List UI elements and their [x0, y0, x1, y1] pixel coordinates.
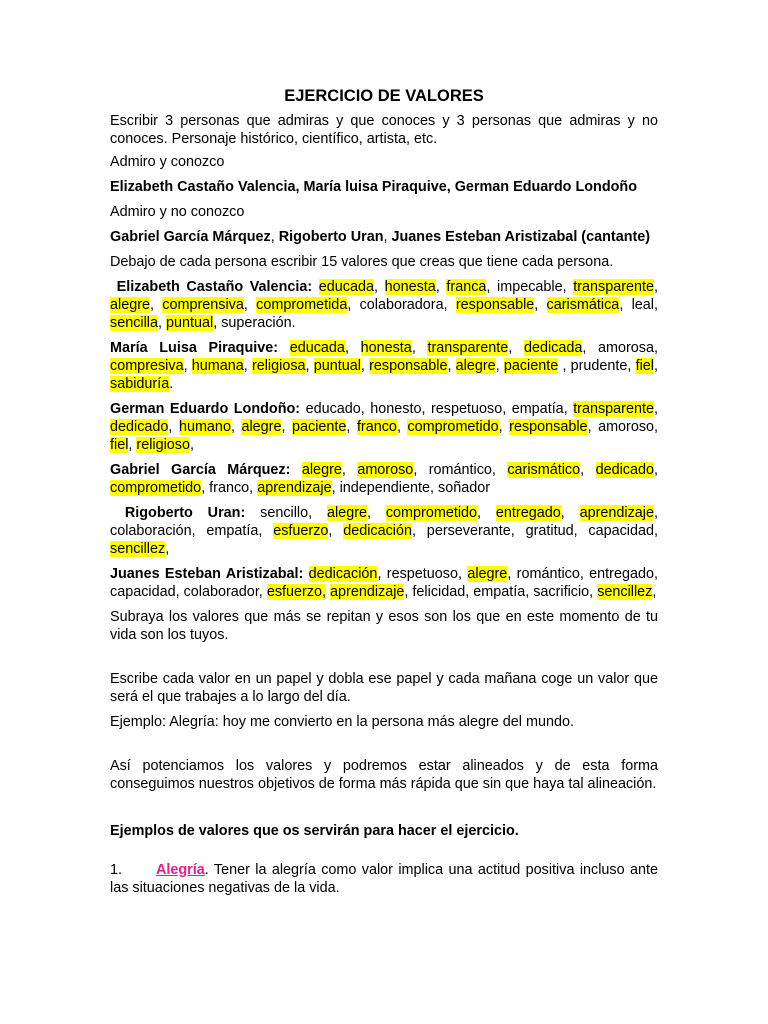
item-description: . Tener la alegría como valor implica una actitud positiva incluso ante las situaciones negativas de la vida.	[110, 862, 658, 896]
example-item-1	[110, 861, 658, 897]
name-juanes: Juanes Esteban Aristizabal (cantante)	[391, 229, 651, 245]
name-garcia-marquez: Gabriel García Márquez	[110, 229, 271, 245]
values-elizabeth: Elizabeth Castaño Valencia: educada, honesta, franca, impecable, transparente, alegre, comprensiva, comprometida, colaboradora, responsable, carismática, leal, sencilla, puntual, superación.	[110, 279, 659, 331]
person-name: Elizabeth Castaño Valencia:	[116, 279, 313, 295]
ejemplos-title-text: Ejemplos de valores que os servirán para hacer el ejercicio.	[110, 823, 519, 839]
item-number: 1.	[110, 862, 123, 878]
admiro-conozco-label: Admiro y conozco	[110, 154, 225, 170]
unknown-names: Gabriel García Márquez, Rigoberto Uran, Juanes Esteban Aristizabal (cantante)	[110, 229, 651, 245]
person-name: Gabriel García Márquez:	[110, 462, 291, 478]
known-names	[110, 178, 658, 196]
intro-paragraph: Escribir 3 personas que admiras y que conoces y 3 personas que admiras y no conoces. Personaje histórico, científico, artista, etc.	[110, 113, 658, 147]
spacer	[110, 738, 658, 757]
values-garcia-marquez: Gabriel García Márquez: alegre, amoroso, romántico, carismático, dedicado, comprometido, franco, aprendizaje, independiente, soñador	[110, 462, 658, 496]
name-uran: Rigoberto Uran	[278, 229, 384, 245]
person-name: Juanes Esteban Aristizabal:	[110, 566, 304, 582]
ejemplos-title	[110, 822, 658, 840]
instruction-paragraph: Debajo de cada persona escribir 15 valores que creas que tiene cada persona.	[110, 254, 614, 270]
values-londono: German Eduardo Londoño: educado, honesto, respetuoso, empatía, transparente, dedicado, humano, alegre, paciente, franco, comprometido, responsable, amoroso, fiel, religioso,	[110, 401, 659, 453]
values-piraquive: María Luisa Piraquive: educada, honesta, transparente, dedicada, amorosa, compresiva, humana, religiosa, puntual, responsable, alegre, paciente , prudente, fiel, sabiduría.	[110, 340, 658, 392]
person-name: Rigoberto Uran:	[124, 505, 246, 521]
escribe-paragraph: Escribe cada valor en un papel y dobla ese papel y cada mañana coge un valor que será el que trabajes a lo largo del día.	[110, 671, 658, 705]
person-name: María Luisa Piraquive:	[110, 340, 279, 356]
admiro-no-conozco-label: Admiro y no conozco	[110, 204, 245, 220]
person-name: German Eduardo Londoño:	[110, 401, 301, 417]
page-title: EJERCICIO DE VALORES	[284, 87, 484, 105]
subraya-paragraph: Subraya los valores que más se repitan y esos son los que en este momento de tu vida son los tuyos.	[110, 609, 658, 643]
document-body	[110, 86, 658, 904]
spacer	[110, 847, 658, 861]
spacer	[110, 800, 658, 822]
value-term-link[interactable]: Alegría	[156, 862, 205, 878]
values-juanes: Juanes Esteban Aristizabal: dedicación, respetuoso, alegre, romántico, entregado, capacidad, colaborador, esfuerzo, aprendizaje, felicidad, empatía, sacrificio, sencillez,	[110, 566, 658, 600]
spacer	[110, 651, 658, 670]
known-names-text: Elizabeth Castaño Valencia, María luisa Piraquive, German Eduardo Londoño	[110, 179, 637, 195]
ejemplo-paragraph: Ejemplo: Alegría: hoy me convierto en la persona más alegre del mundo.	[110, 714, 574, 730]
values-uran: Rigoberto Uran: sencillo, alegre, comprometido, entregado, aprendizaje, colaboración, empatía, esfuerzo, dedicación, perseverante, gratitud, capacidad, sencillez,	[110, 505, 659, 557]
asi-paragraph: Así potenciamos los valores y podremos estar alineados y de esta forma conseguimos nuestros objetivos de forma más rápida que sin que haya tal alineación.	[110, 758, 658, 792]
